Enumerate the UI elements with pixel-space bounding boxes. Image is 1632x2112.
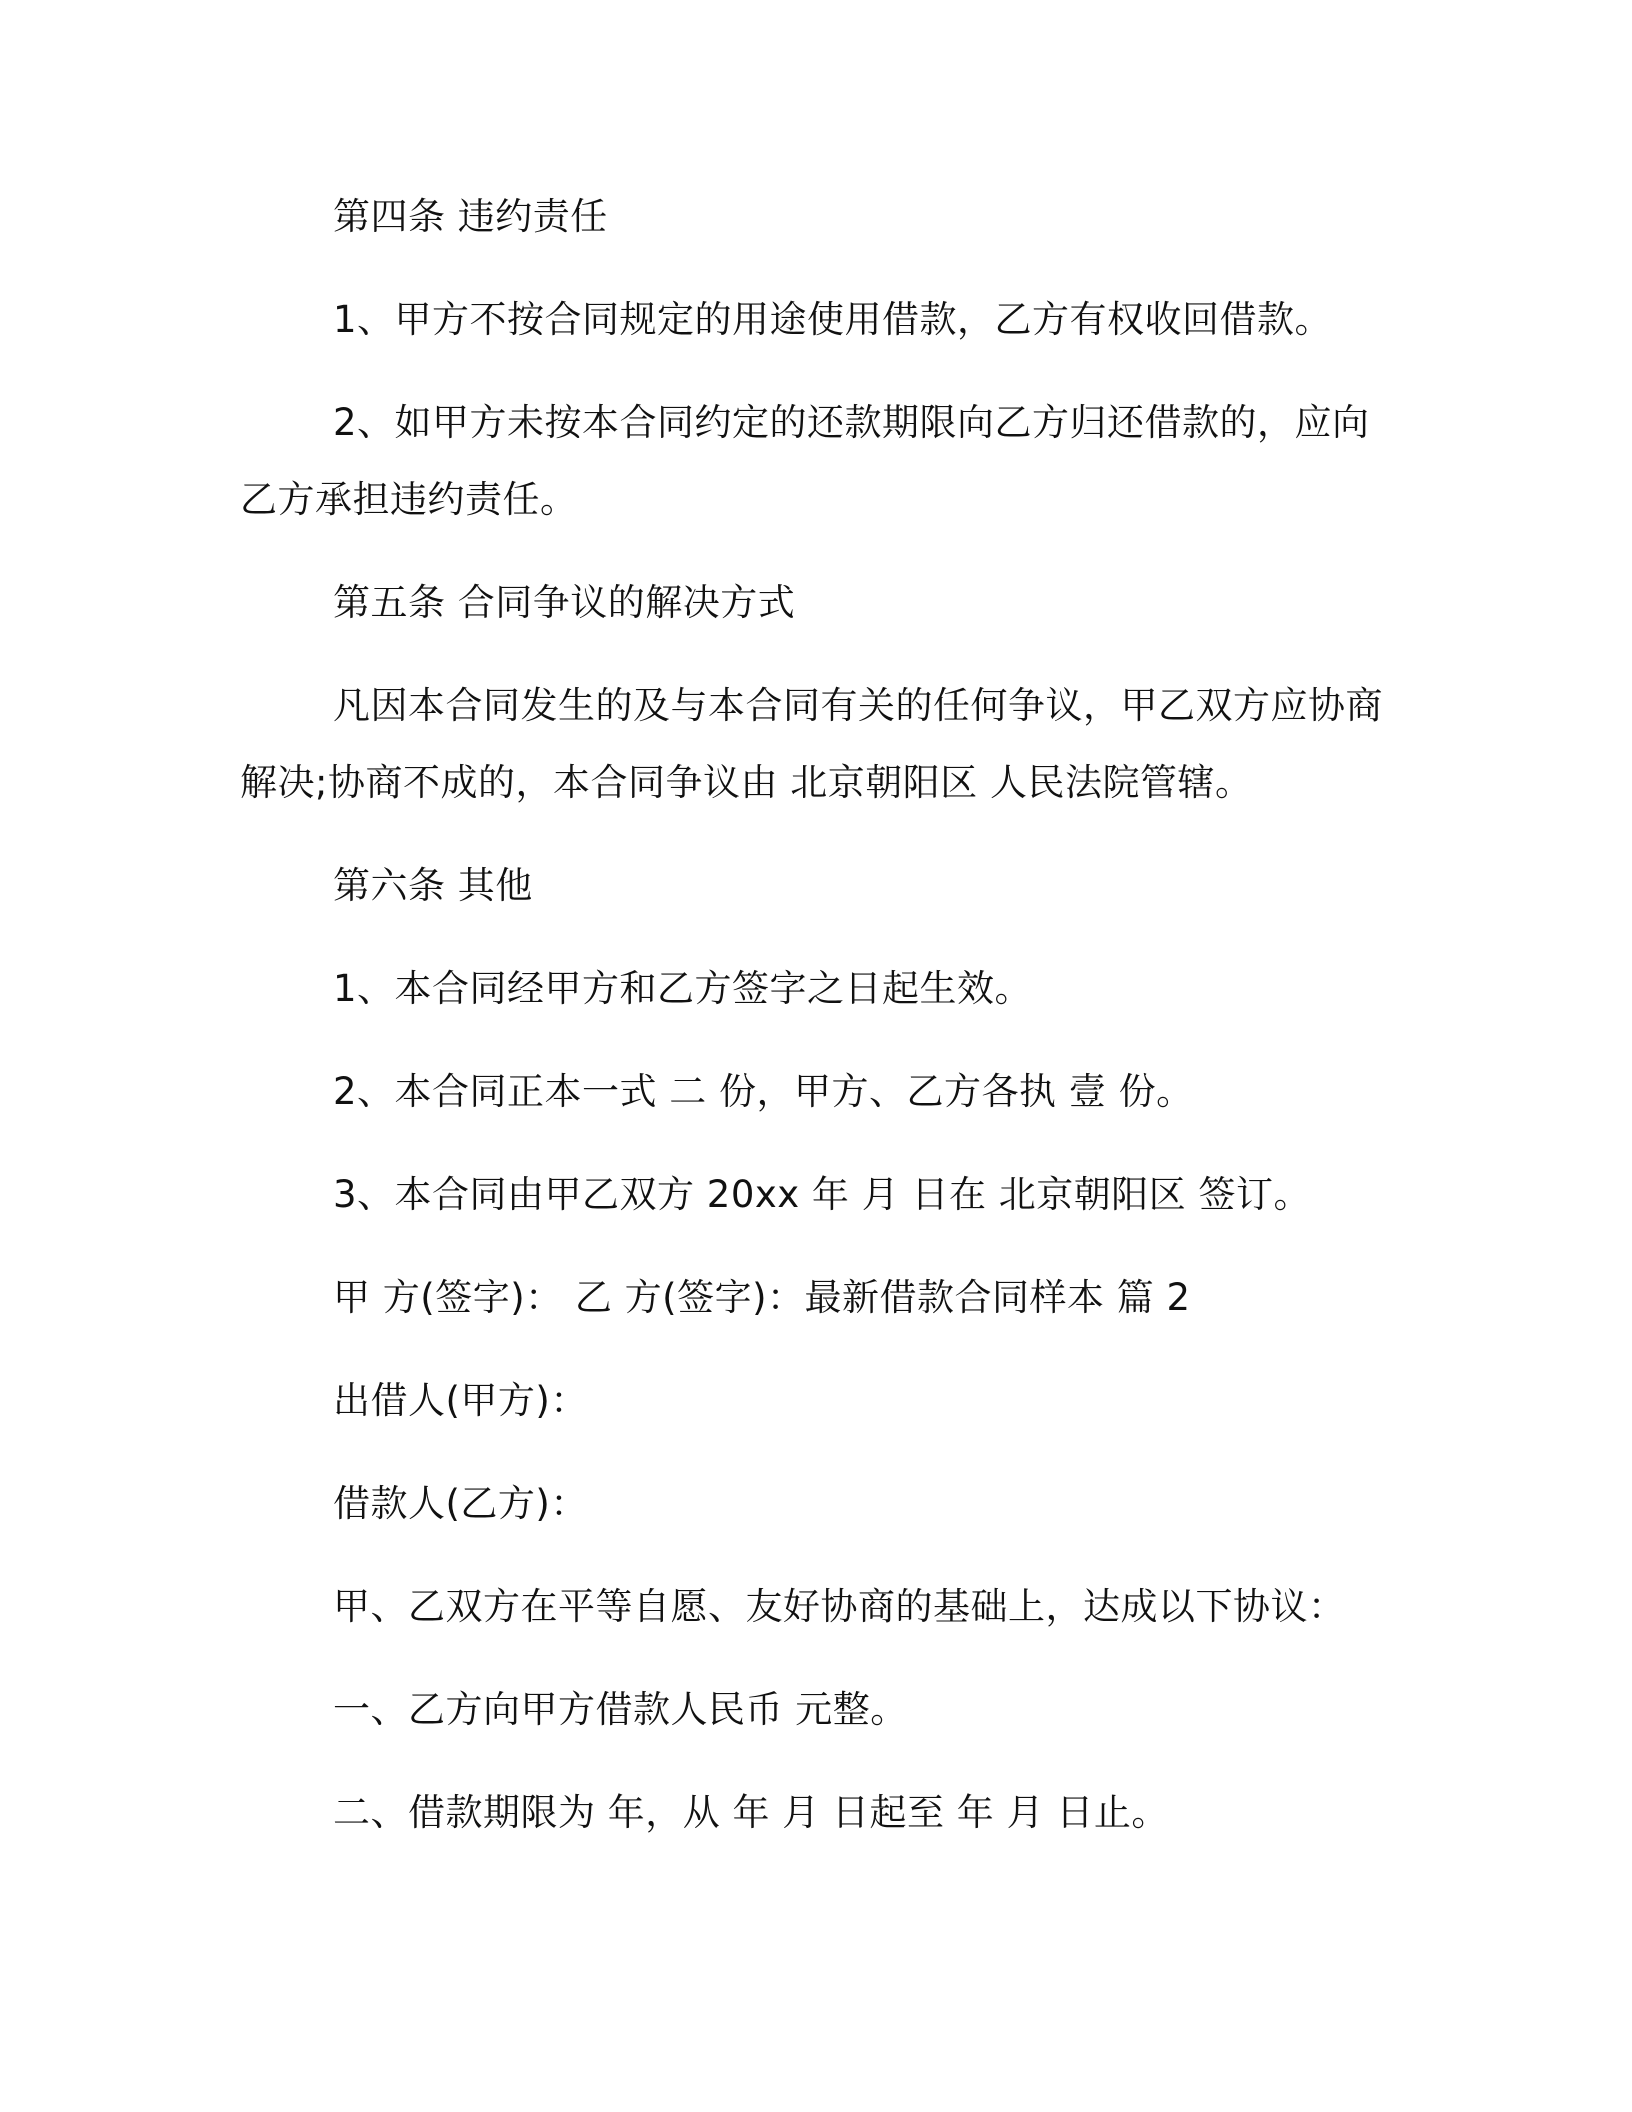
clause-two-loan-term: 二、借款期限为 年，从 年 月 日起至 年 月 日止。	[333, 1791, 1169, 1834]
article-4-clause-1: 1、甲方不按合同规定的用途使用借款，乙方有权收回借款。	[333, 298, 1333, 341]
lender-label: 出借人(甲方)：	[333, 1379, 588, 1422]
article-6-clause-1: 1、本合同经甲方和乙方签字之日起生效。	[333, 967, 1033, 1010]
article-4-heading: 第四条 违约责任	[333, 195, 608, 238]
clause-one-loan-amount: 一、乙方向甲方借款人民币 元整。	[333, 1688, 908, 1731]
article-4-clause-2-line-2: 乙方承担违约责任。	[240, 478, 578, 521]
agreement-preamble: 甲、乙双方在平等自愿、友好协商的基础上，达成以下协议：	[333, 1585, 1346, 1628]
signature-line: 甲 方(签字)： 乙 方(签字)：最新借款合同样本 篇 2	[333, 1276, 1191, 1319]
article-6-heading: 第六条 其他	[333, 864, 533, 907]
article-6-clause-3: 3、本合同由甲乙双方 20xx 年 月 日在 北京朝阳区 签订。	[333, 1173, 1311, 1216]
article-5-text-line-2: 解决;协商不成的，本合同争议由 北京朝阳区 人民法院管辖。	[240, 761, 1253, 804]
article-5-heading: 第五条 合同争议的解决方式	[333, 581, 796, 624]
borrower-label: 借款人(乙方)：	[333, 1482, 588, 1525]
article-6-clause-2: 2、本合同正本一式 二 份，甲方、乙方各执 壹 份。	[333, 1070, 1194, 1113]
article-4-clause-2-line-1: 2、如甲方未按本合同约定的还款期限向乙方归还借款的，应向	[333, 401, 1370, 444]
article-5-text-line-1: 凡因本合同发生的及与本合同有关的任何争议，甲乙双方应协商	[333, 684, 1383, 727]
